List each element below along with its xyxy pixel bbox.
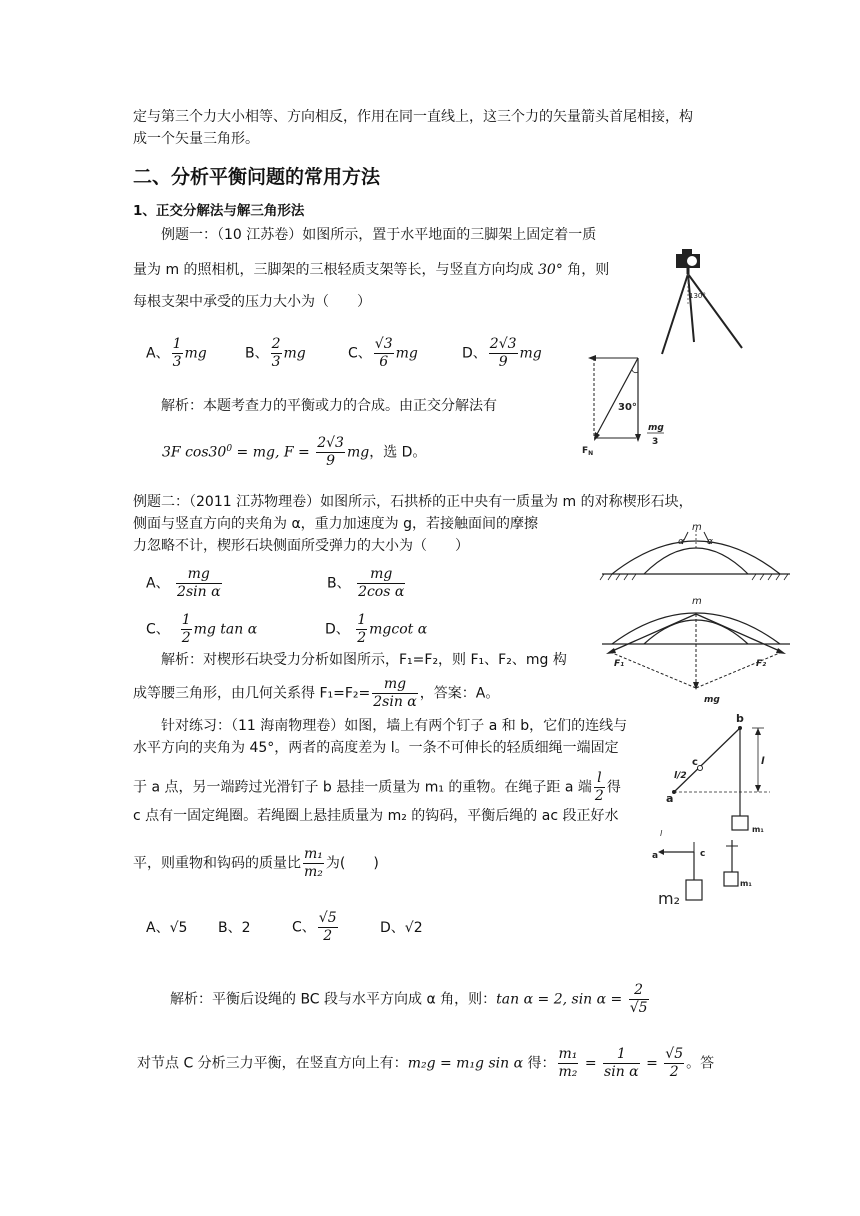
camera-top — [682, 249, 692, 255]
horizontal-arrowhead-icon — [588, 355, 596, 361]
half-length-label: l/2 — [674, 771, 687, 781]
height-arrow-down-icon — [755, 785, 761, 792]
fn-arrow — [596, 358, 638, 436]
fn-label: $F_N$ — [582, 446, 594, 457]
mg-arrowhead-icon-2 — [693, 682, 699, 690]
ex2-line-1: 例题二：（2011 江苏物理卷）如图所示，石拱桥的正中央有一质量为 m 的对称楔形石块， — [133, 494, 693, 510]
ex2-option-b: B、 $\frac{mg}{\text{2cos α}}$ — [327, 566, 405, 600]
ex3-option-a: A、√5 — [146, 920, 188, 936]
equilibrium-figure — [650, 824, 760, 908]
ex3-analysis-1: 解析：平衡后设绳的 BC 段与水平方向成 α 角，则：tan α = 2, sin α = $\frac{2}{√5}$ — [170, 982, 648, 1016]
f1-label: F₁ — [614, 659, 625, 669]
arch-force-figure — [596, 596, 796, 706]
ex1-line-1: 例题一：（10 江苏卷）如图所示，置于水平地面的三脚架上固定着一质 — [161, 227, 597, 243]
mass-m1-box-2 — [724, 872, 738, 886]
ex3-option-d: D、√2 — [380, 920, 423, 936]
alpha-right-label: α — [707, 537, 713, 547]
f2-arrowhead-icon — [776, 648, 786, 654]
ex1-analysis: 解析：本题考查力的平衡或力的合成。由正交分解法有 — [161, 398, 497, 414]
ex2-option-d: D、 $\frac{1}{2}$ mgcot α — [325, 612, 428, 646]
equilibrium-l-label: l — [660, 829, 663, 838]
ex3-line-5: 平，则重物和钩码的质量比 $\frac{\text{m₁}}{\text{m₂}}$ 为( ) — [133, 846, 379, 880]
ex2-option-a: A、 $\frac{mg}{\text{2sin α}}$ — [146, 566, 221, 600]
f1-arrow — [610, 614, 696, 652]
ring-c-label: c — [692, 757, 698, 768]
equilibrium-a-label: a — [652, 851, 659, 861]
ex3-line-1: 针对练习：（11 海南物理卷）如图，墙上有两个钉子 a 和 b，它们的连线与 — [161, 718, 628, 734]
subsection-title: 1、正交分解法与解三角形法 — [133, 203, 305, 219]
ring-c — [698, 766, 703, 771]
angle-arc — [632, 370, 638, 373]
fn-arrowhead-icon — [594, 432, 600, 441]
ex2-line-2: 侧面与竖直方向的夹角为 α，重力加速度为 g，若接触面间的摩擦 — [133, 516, 539, 532]
ex1-option-a: A、 $\frac{1}{3}$ mg — [146, 336, 207, 370]
ex3-line-4: c 点有一固定绳圈。若绳圈上悬挂质量为 m₂ 的钩码，平衡后绳的 ac 段正好水 — [133, 808, 619, 824]
tripod-camera-figure — [648, 246, 758, 358]
tripod-leg-right — [688, 274, 742, 348]
triangle-right-dashed — [696, 652, 782, 688]
ex3-option-b: B、2 — [218, 920, 251, 936]
ex2-line-3: 力忽略不计，楔形石块侧面所受弹力的大小为（ ） — [133, 538, 469, 554]
tripod-leg-left — [662, 274, 688, 354]
f1-arrowhead-icon — [606, 648, 616, 654]
ex1-equation: 3F $\cos 30^0$ = mg, F = $\frac{2√3}{9}$ mg，选 D。 — [162, 435, 427, 469]
rope-ac-arrowhead-icon — [658, 849, 664, 855]
ex1-line-2: 量为 m 的照相机，三脚架的三根轻质支架等长，与竖直方向均成 30° 角，则 — [133, 262, 610, 278]
mass-m2-box — [686, 880, 702, 900]
ground-hatching — [600, 574, 788, 580]
nail-b-label: b — [736, 712, 744, 725]
wedge-mass-label: m — [692, 522, 702, 533]
nails-rope-figure — [664, 708, 774, 838]
mg-denominator: 3 — [652, 437, 659, 447]
mg-label-2: mg — [704, 695, 720, 705]
height-arrow-up-icon — [755, 728, 761, 735]
wedge-mass-label-2: m — [692, 596, 702, 607]
vector-angle-label: 30° — [618, 402, 637, 413]
arch-inner — [644, 548, 748, 574]
ex2-option-c: C、 $\frac{1}{2}$ mg tan α — [146, 612, 258, 646]
ex3-line-2: 水平方向的夹角为 45°，两者的高度差为 l。一条不可伸长的轻质细绳一端固定 — [133, 740, 619, 756]
f2-label: F₂ — [756, 659, 767, 669]
ex3-line-3: 于 a 点，另一端跨过光滑钉子 b 悬挂一质量为 m₁ 的重物。在绳子距 a 端 $\frac{l}{2}$ 得 — [133, 770, 621, 804]
ex1-option-d: D、 $\frac{2√3}{9}$ mg — [462, 336, 542, 370]
intro-line-2: 成一个矢量三角形。 — [133, 131, 259, 147]
arch-bridge-figure — [596, 522, 796, 588]
ex1-option-c: C、 $\frac{√3}{6}$ mg — [348, 336, 418, 370]
ex1-line-3: 每根支架中承受的压力大小为（ ） — [133, 294, 371, 310]
ex2-analysis-2: 成等腰三角形，由几何关系得 F₁=F₂= $\frac{mg}{\text{2sin α}}$ ，答案：A。 — [133, 676, 500, 710]
rope-ab — [674, 728, 740, 792]
height-l-label: l — [761, 756, 765, 767]
ex3-option-c: C、 $\frac{√5}{2}$ — [292, 910, 337, 944]
triangle-left-dashed — [610, 652, 696, 688]
vector-triangle-figure — [578, 350, 678, 460]
ex1-option-b: B、 $\frac{2}{3}$ mg — [245, 336, 306, 370]
f2-arrow — [696, 614, 782, 652]
tripod-leg-middle — [688, 274, 694, 342]
ex2-analysis-1: 解析：对楔形石块受力分析如图所示，F₁=F₂，则 F₁、F₂、mg 构 — [161, 652, 567, 668]
section-title: 二、分析平衡问题的常用方法 — [133, 166, 381, 188]
mg-label: mg — [648, 423, 664, 433]
nail-a-label: a — [666, 792, 674, 805]
mass-m1-label-2: m₁ — [740, 879, 752, 888]
alpha-left-label: α — [678, 537, 684, 547]
ex3-analysis-2: 对节点 C 分析三力平衡，在竖直方向上有：m₂g = m₁g sin α 得： $\frac{\text{m₁}}{\text{m₂}}$ = $\frac{1}{\text{sin α}}$ = $\frac{√5}{2}$ 。答 — [137, 1046, 715, 1080]
equilibrium-c-label: c — [700, 849, 706, 859]
mass-m1-label: m₁ — [752, 825, 764, 834]
arch-outer — [612, 541, 780, 574]
tripod-angle-label: 130° — [689, 292, 706, 300]
camera-lens — [686, 255, 698, 267]
mass-m2-label: m₂ — [658, 889, 680, 908]
intro-line-1: 定与第三个力大小相等、方向相反，作用在同一直线上，这三个力的矢量箭头首尾相接，构 — [133, 109, 693, 125]
